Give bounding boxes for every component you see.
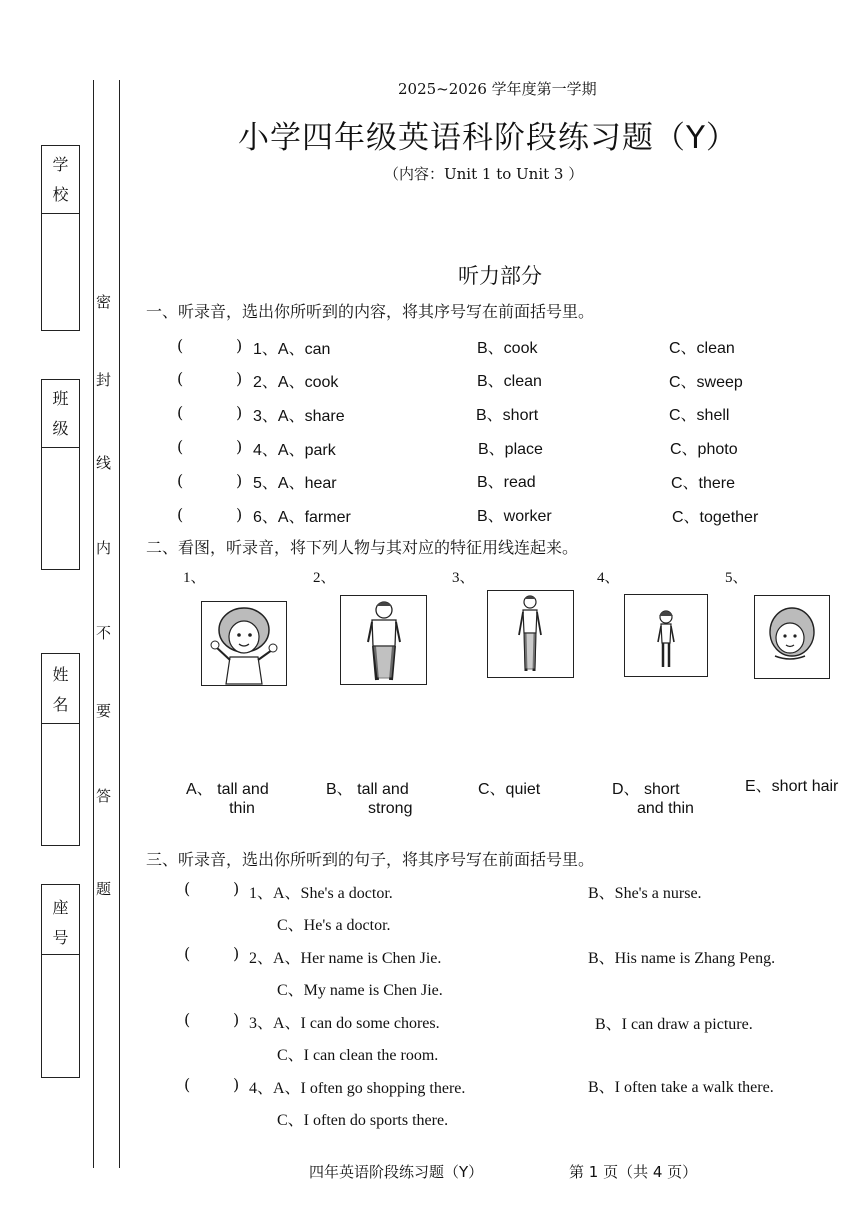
q1-heading: 一、听录音，选出你所听到的内容，将其序号写在前面括号里。 (146, 302, 595, 321)
feature-e: E、short hair (745, 778, 839, 795)
option-a: 3、A、share (253, 408, 345, 425)
answer-paren-open[interactable]: ( (184, 879, 191, 898)
page-subtitle: （内容：Unit 1 to Unit 3 ） (384, 165, 584, 183)
answer-paren-open[interactable]: ( (177, 505, 184, 524)
option-c: C、sweep (669, 374, 743, 391)
seat-label: 座 号 (42, 885, 79, 955)
name-label: 姓 名 (42, 654, 79, 724)
girl-short-hair-image (755, 596, 829, 678)
seal-char: 密 (96, 293, 112, 311)
sentence-c: C、I often do sports there. (277, 1112, 449, 1129)
option-b: B、cook (477, 340, 538, 357)
seal-char: 内 (96, 539, 112, 557)
answer-paren-open[interactable]: ( (184, 944, 191, 963)
school-label: 学 校 (42, 146, 79, 214)
answer-paren-close: ) (236, 437, 243, 456)
option-c: C、photo (670, 441, 738, 458)
sentence-c: C、My name is Chen Jie. (277, 982, 443, 999)
option-c: C、shell (669, 407, 730, 424)
picture-number: 1、 (183, 570, 206, 586)
term-label: 2025~2026 学年度第一学期 (398, 80, 597, 98)
sentence-b: B、She's a nurse. (588, 885, 702, 902)
option-c: C、together (672, 509, 759, 526)
answer-paren-open[interactable]: ( (177, 369, 184, 388)
girl-short-thin-image (625, 595, 707, 676)
answer-paren-close: ) (233, 944, 240, 963)
picture-number: 2、 (313, 570, 336, 586)
school-field[interactable] (41, 145, 80, 331)
answer-paren-close: ) (233, 1010, 240, 1029)
sentence-c: C、I can clean the room. (277, 1047, 439, 1064)
picture-boy-strong (340, 595, 427, 685)
page-number: 第 1 页（共 4 页） (569, 1163, 698, 1181)
feature-a: A、 tall and thin (186, 781, 269, 817)
option-c: C、there (671, 475, 736, 492)
sentence-c: C、He's a doctor. (277, 917, 391, 934)
boy-tall-thin-image (488, 591, 573, 677)
binding-line-outer (93, 80, 94, 1168)
sentence-a: 2、A、Her name is Chen Jie. (249, 950, 442, 967)
answer-paren-close: ) (236, 471, 243, 490)
picture-boy-tall-thin (487, 590, 574, 678)
seal-char: 题 (96, 880, 112, 898)
option-a: 2、A、cook (253, 374, 339, 391)
sentence-b: B、His name is Zhang Peng. (588, 950, 776, 967)
answer-paren-close: ) (236, 403, 243, 422)
sentence-a: 3、A、I can do some chores. (249, 1015, 440, 1032)
seal-char: 线 (96, 454, 112, 472)
option-b: B、worker (477, 508, 552, 525)
answer-paren-close: ) (236, 505, 243, 524)
picture-number: 4、 (597, 570, 620, 586)
answer-paren-open[interactable]: ( (177, 403, 184, 422)
binding-line-inner (119, 80, 120, 1168)
footer-title: 四年英语阶段练习题（Y） (309, 1163, 484, 1181)
answer-paren-open[interactable]: ( (177, 471, 184, 490)
feature-d: D、 short and thin (612, 781, 694, 817)
seal-char: 封 (96, 371, 112, 389)
option-a: 6、A、farmer (253, 509, 351, 526)
option-c: C、clean (669, 340, 735, 357)
feature-b: B、 tall and strong (326, 781, 413, 817)
option-b: B、read (477, 474, 536, 491)
option-b: B、short (476, 407, 539, 424)
answer-paren-close: ) (233, 1075, 240, 1094)
class-label: 班 级 (42, 380, 79, 448)
answer-paren-open[interactable]: ( (177, 437, 184, 456)
option-b: B、clean (477, 373, 542, 390)
q3-heading: 三、听录音，选出你所听到的句子，将其序号写在前面括号里。 (146, 850, 595, 869)
girl-curly-hair-image (202, 602, 286, 685)
sentence-a: 1、A、She's a doctor. (249, 885, 393, 902)
answer-paren-close: ) (233, 879, 240, 898)
page-title: 小学四年级英语科阶段练习题（Y） (238, 120, 738, 156)
picture-number: 5、 (725, 570, 748, 586)
seal-char: 不 (96, 624, 112, 642)
sentence-b: B、I often take a walk there. (588, 1079, 774, 1096)
boy-strong-image (341, 596, 426, 684)
section-title: 听力部分 (458, 264, 542, 288)
picture-girl-short-thin (624, 594, 708, 677)
q2-heading: 二、看图，听录音，将下列人物与其对应的特征用线连起来。 (146, 538, 579, 557)
sentence-a: 4、A、I often go shopping there. (249, 1080, 466, 1097)
picture-girl-short-hair (754, 595, 830, 679)
answer-paren-open[interactable]: ( (184, 1075, 191, 1094)
option-a: 5、A、hear (253, 475, 337, 492)
answer-paren-open[interactable]: ( (184, 1010, 191, 1029)
feature-c: C、quiet (478, 781, 541, 798)
class-field[interactable] (41, 379, 80, 570)
option-a: 4、A、park (253, 442, 336, 459)
seat-field[interactable] (41, 884, 80, 1078)
picture-number: 3、 (452, 570, 475, 586)
seal-char: 要 (96, 702, 112, 720)
picture-girl-curly (201, 601, 287, 686)
answer-paren-close: ) (236, 336, 243, 355)
option-b: B、place (478, 441, 543, 458)
sentence-b: B、I can draw a picture. (595, 1016, 753, 1033)
answer-paren-open[interactable]: ( (177, 336, 184, 355)
seal-char: 答 (96, 787, 112, 805)
option-a: 1、A、can (253, 341, 331, 358)
name-field[interactable] (41, 653, 80, 846)
answer-paren-close: ) (236, 369, 243, 388)
